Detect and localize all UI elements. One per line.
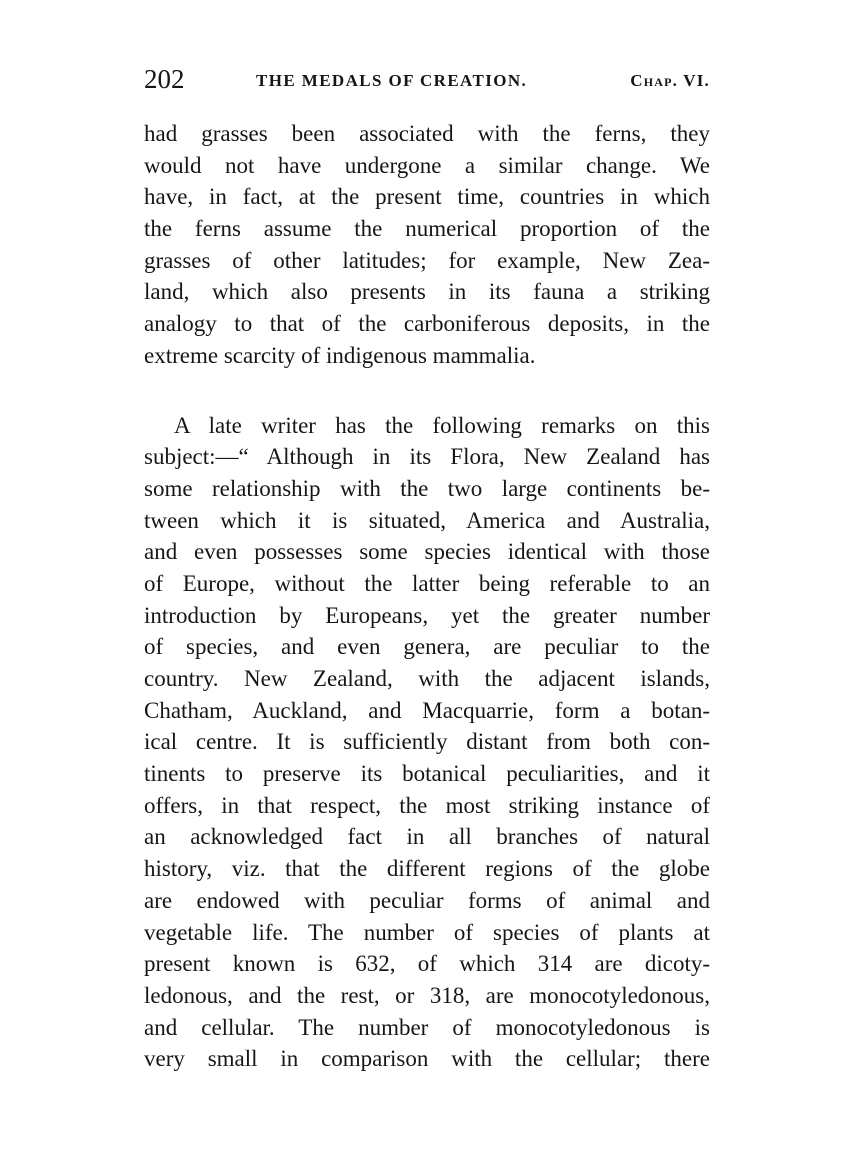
text-line: analogy to that of the carboniferous deposits, in the <box>144 311 710 337</box>
text-line: would not have undergone a similar change. We <box>144 152 710 178</box>
text-line: A late writer has the following remarks on this <box>174 412 710 438</box>
text-line: of species, and even genera, are peculiar to the <box>144 634 710 660</box>
paragraph <box>144 410 710 1075</box>
text-line: Chatham, Auckland, and Macquarrie, form a botan- <box>144 697 710 723</box>
text-line: vegetable life. The number of species of plants at <box>144 919 710 945</box>
text-line: history, viz. that the different regions of the globe <box>144 856 710 882</box>
text-line: are endowed with peculiar forms of animal and <box>144 887 710 913</box>
text-line: tween which it is situated, America and Australia, <box>144 507 710 533</box>
text-line: country. New Zealand, with the adjacent islands, <box>144 666 710 691</box>
paragraph <box>144 118 710 372</box>
body-text <box>144 118 710 1075</box>
text-line: had grasses been associated with the ferns, they <box>144 121 710 146</box>
text-line: the ferns assume the numerical proportion of the <box>144 216 710 242</box>
text-line: some relationship with the two large continents be- <box>144 475 710 501</box>
page-number: 202 <box>144 64 185 94</box>
text-line: subject:—“ Although in its Flora, New Zealand has <box>144 444 710 470</box>
text-line: an acknowledged fact in all branches of natural <box>144 824 710 850</box>
text-line: ical centre. It is sufficiently distant from both con- <box>144 729 710 755</box>
text-line: land, which also presents in its fauna a striking <box>144 279 710 305</box>
text-line: and cellular. The number of monocotyledonous is <box>144 1014 710 1040</box>
text-line: and even possesses some species identical with those <box>144 539 710 565</box>
text-line: grasses of other latitudes; for example, New Zea- <box>144 247 710 273</box>
text-line: ledonous, and the rest, or 318, are monocotyledonous, <box>144 982 710 1008</box>
text-line: introduction by Europeans, yet the greater number <box>144 602 710 628</box>
text-line: offers, in that respect, the most striking instance of <box>144 792 710 818</box>
text-line: tinents to preserve its botanical peculiarities, and it <box>144 761 710 787</box>
text-line: present known is 632, of which 314 are dicoty- <box>144 951 710 977</box>
text-line: of Europe, without the latter being referable to an <box>144 570 710 596</box>
text-line: very small in comparison with the cellular; there <box>144 1046 710 1072</box>
text-line: have, in fact, at the present time, countries in which <box>144 184 710 210</box>
running-header <box>144 64 710 98</box>
chapter-label: Chap. VI. <box>630 71 710 90</box>
running-title: THE MEDALS OF CREATION. <box>256 71 528 90</box>
text-line: extreme scarcity of indigenous mammalia. <box>144 342 536 368</box>
paragraph-gap <box>144 372 710 410</box>
